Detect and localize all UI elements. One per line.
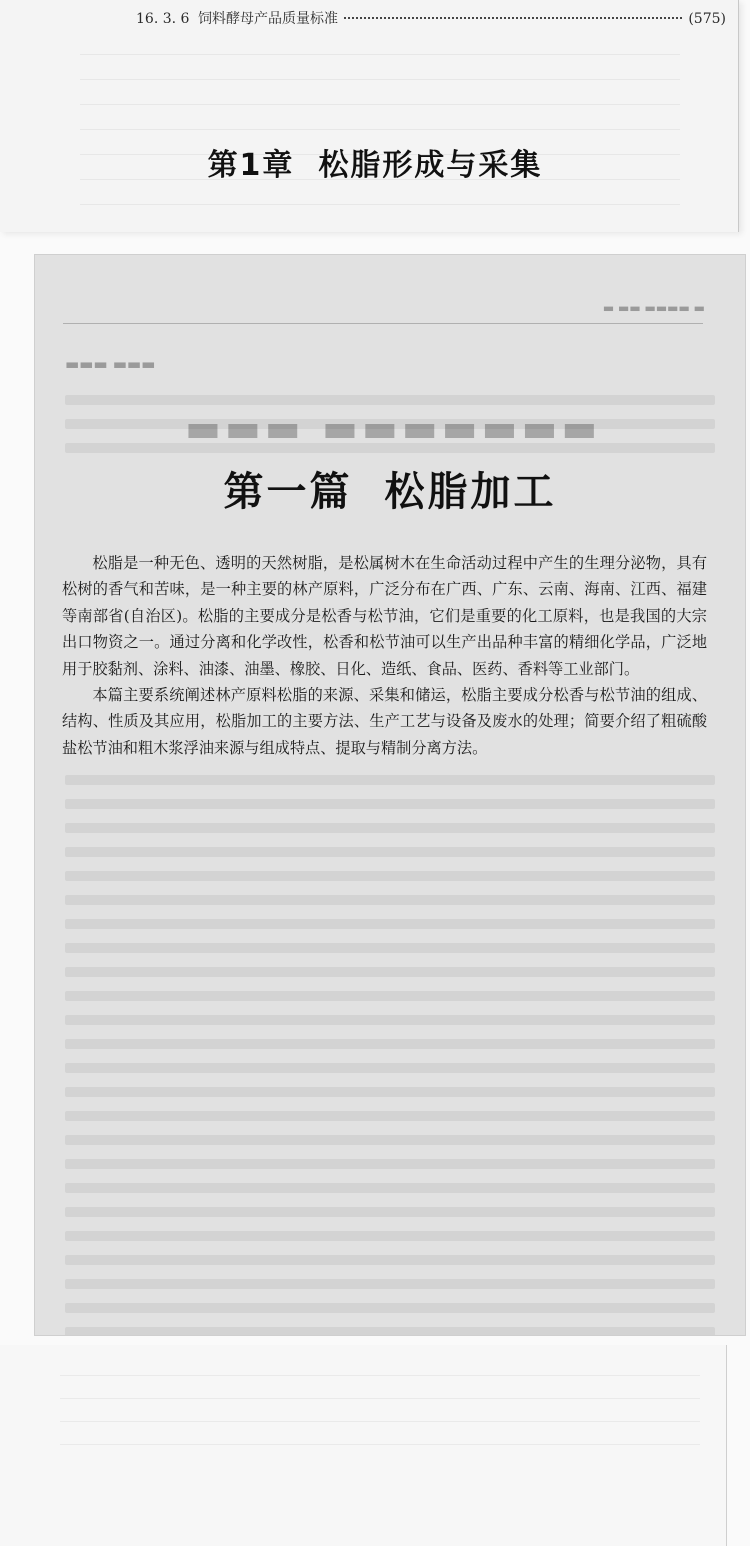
toc-leader-dots — [344, 17, 682, 19]
toc-entry-page: (575) — [688, 11, 726, 27]
toc-entry-number: 16. 3. 6 — [136, 11, 190, 27]
bleed-through-rule — [63, 323, 703, 324]
paragraph: 松脂是一种无色、透明的天然树脂，是松属树木在生命活动过程中产生的生理分泌物，具有松树的香气和苦味，是一种主要的林产原料，广泛分布在广西、广东、云南、海南、江西、福建等南部省(自治区)。松脂的主要成分是松香与松节油，它们是重要的化工原料，也是我国的大宗出口物资之一。通过分离和化学改性，松香和松节油可以生产出品种丰富的精细化学品，广泛地用于胶黏剂、涂料、油漆、油墨、橡胶、日化、造纸、食品、医药、香料等工业部门。 — [62, 554, 707, 678]
chapter-label: 第1章 — [207, 148, 295, 183]
part-title — [35, 460, 745, 517]
bleed-through-text — [65, 395, 715, 467]
chapter-title — [0, 140, 750, 184]
next-page — [0, 1345, 727, 1546]
part-name: 松脂加工 — [384, 469, 557, 515]
toc-entry-title: 饲料酵母产品质量标准 — [198, 11, 338, 27]
part-title-page — [35, 255, 745, 1335]
previous-page — [0, 0, 739, 232]
part-label: 第一篇 — [223, 469, 353, 515]
bleed-through-section: ▬▬▬ ▬▬▬ — [65, 355, 156, 373]
paragraph: 本篇主要系统阐述林产原料松脂的来源、采集和储运，松脂主要成分松香与松节油的组成、结构、性质及其应用，松脂加工的主要方法、生产工艺与设备及废水的处理；简要介绍了粗硫酸盐松节油和粗木浆浮油来源与组成特点、提取与精制分离方法。 — [62, 686, 707, 757]
bleed-through-header: ▬ ▬▬ ▬▬▬▬ ▬ — [602, 301, 705, 315]
bleed-through-text — [65, 775, 715, 1335]
part-introduction — [62, 550, 707, 761]
chapter-name: 松脂形成与采集 — [318, 148, 543, 183]
bleed-through-chapter: ▬▬▬ ▬▬▬▬▬▬▬ — [185, 405, 602, 450]
bleed-through-lines — [60, 1375, 700, 1467]
toc-entry — [136, 8, 726, 28]
